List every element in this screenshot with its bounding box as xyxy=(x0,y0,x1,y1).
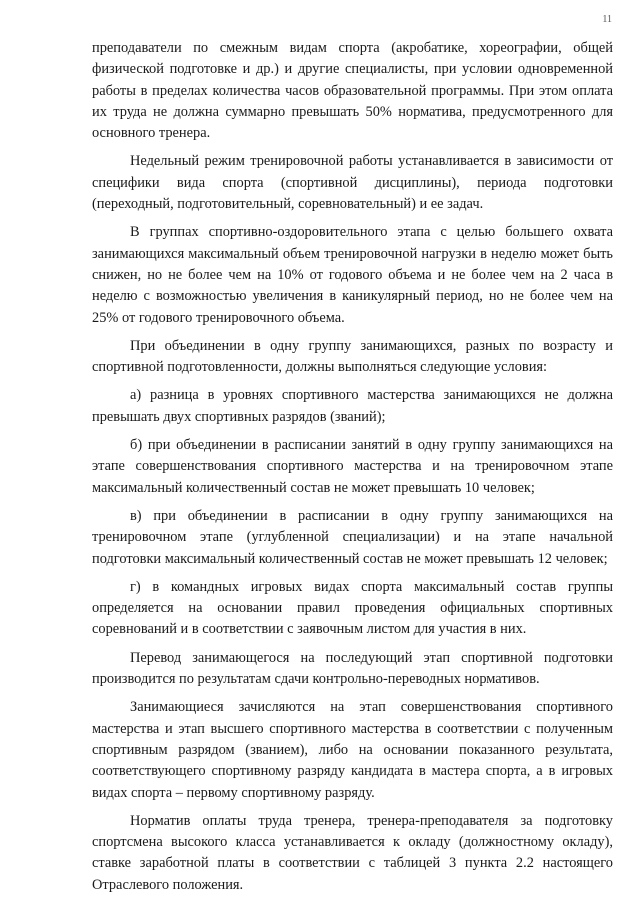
paragraph-6: Занимающиеся зачисляются на этап совершенствования спортивного мастерства и этап высшего спортивного мастерства в соответствии с полученным спортивным разрядом (званием), либо на основании показанного результата, соответствующего спортивному разряду кандидата в мастера спорта, а в игровых видах спорта – первому спортивному разряду. xyxy=(92,699,613,801)
paragraph-5: Перевод занимающегося на последующий этап спортивной подготовки производится по результатам сдачи контрольно-переводных нормативов. xyxy=(92,649,613,688)
paragraph-3: В группах спортивно-оздоровительного этапа с целью большего охвата занимающихся максимальный объем тренировочной нагрузки в неделю может быть снижен, но не более чем на 10% от годового объема и не более чем на 2 часа в неделю с возможностью увеличения в каникулярный период, но не более чем на 25% от годового тренировочного объема. xyxy=(92,224,613,326)
paragraph-7: Норматив оплаты труда тренера, тренера-преподавателя за подготовку спортсмена высокого класса устанавливается к окладу (должностному окладу), ставке заработной платы в соответствии с таблицей 3 пункта 2.2 настоящего Отраслевого положения. xyxy=(92,812,613,893)
paragraph-4: При объединении в одну группу занимающихся, разных по возрасту и спортивной подготовленности, должны выполняться следующие условия: xyxy=(92,337,613,376)
list-item-a: а) разница в уровнях спортивного мастерства занимающихся не должна превышать двух спортивных разрядов (званий); xyxy=(92,387,613,425)
document-body xyxy=(92,38,613,896)
page-number: 11 xyxy=(602,14,612,25)
list-item-b: б) при объединении в расписании занятий в одну группу занимающихся на этапе совершенствования спортивного мастерства и на тренировочном этапе максимальный количественный состав не может превышать 10 человек; xyxy=(92,437,613,496)
list-item-c: в) при объединении в расписании в одну группу занимающихся на тренировочном этапе (углубленной специализации) и на этапе начальной подготовки максимальный количественный состав не может превышать 12 человек; xyxy=(92,507,613,567)
paragraph-1: преподаватели по смежным видам спорта (акробатике, хореографии, общей физической подготовке и др.) и другие специалисты, при условии одновременной работы в пределах количества часов образовательной программы. При этом оплата их труда не должна суммарно превышать 50% норматива, предусмотренного для основного тренера. xyxy=(92,40,613,142)
list-item-d: г) в командных игровых видах спорта максимальный состав группы определяется на основании правил проведения официальных спортивных соревнований и в соответствии с заявочным листом для участия в них. xyxy=(92,578,613,638)
paragraph-2: Недельный режим тренировочной работы устанавливается в зависимости от специфики вида спорта (спортивной дисциплины), периода подготовки (переходный, подготовительный, соревновательный) и ее задач. xyxy=(92,153,613,213)
